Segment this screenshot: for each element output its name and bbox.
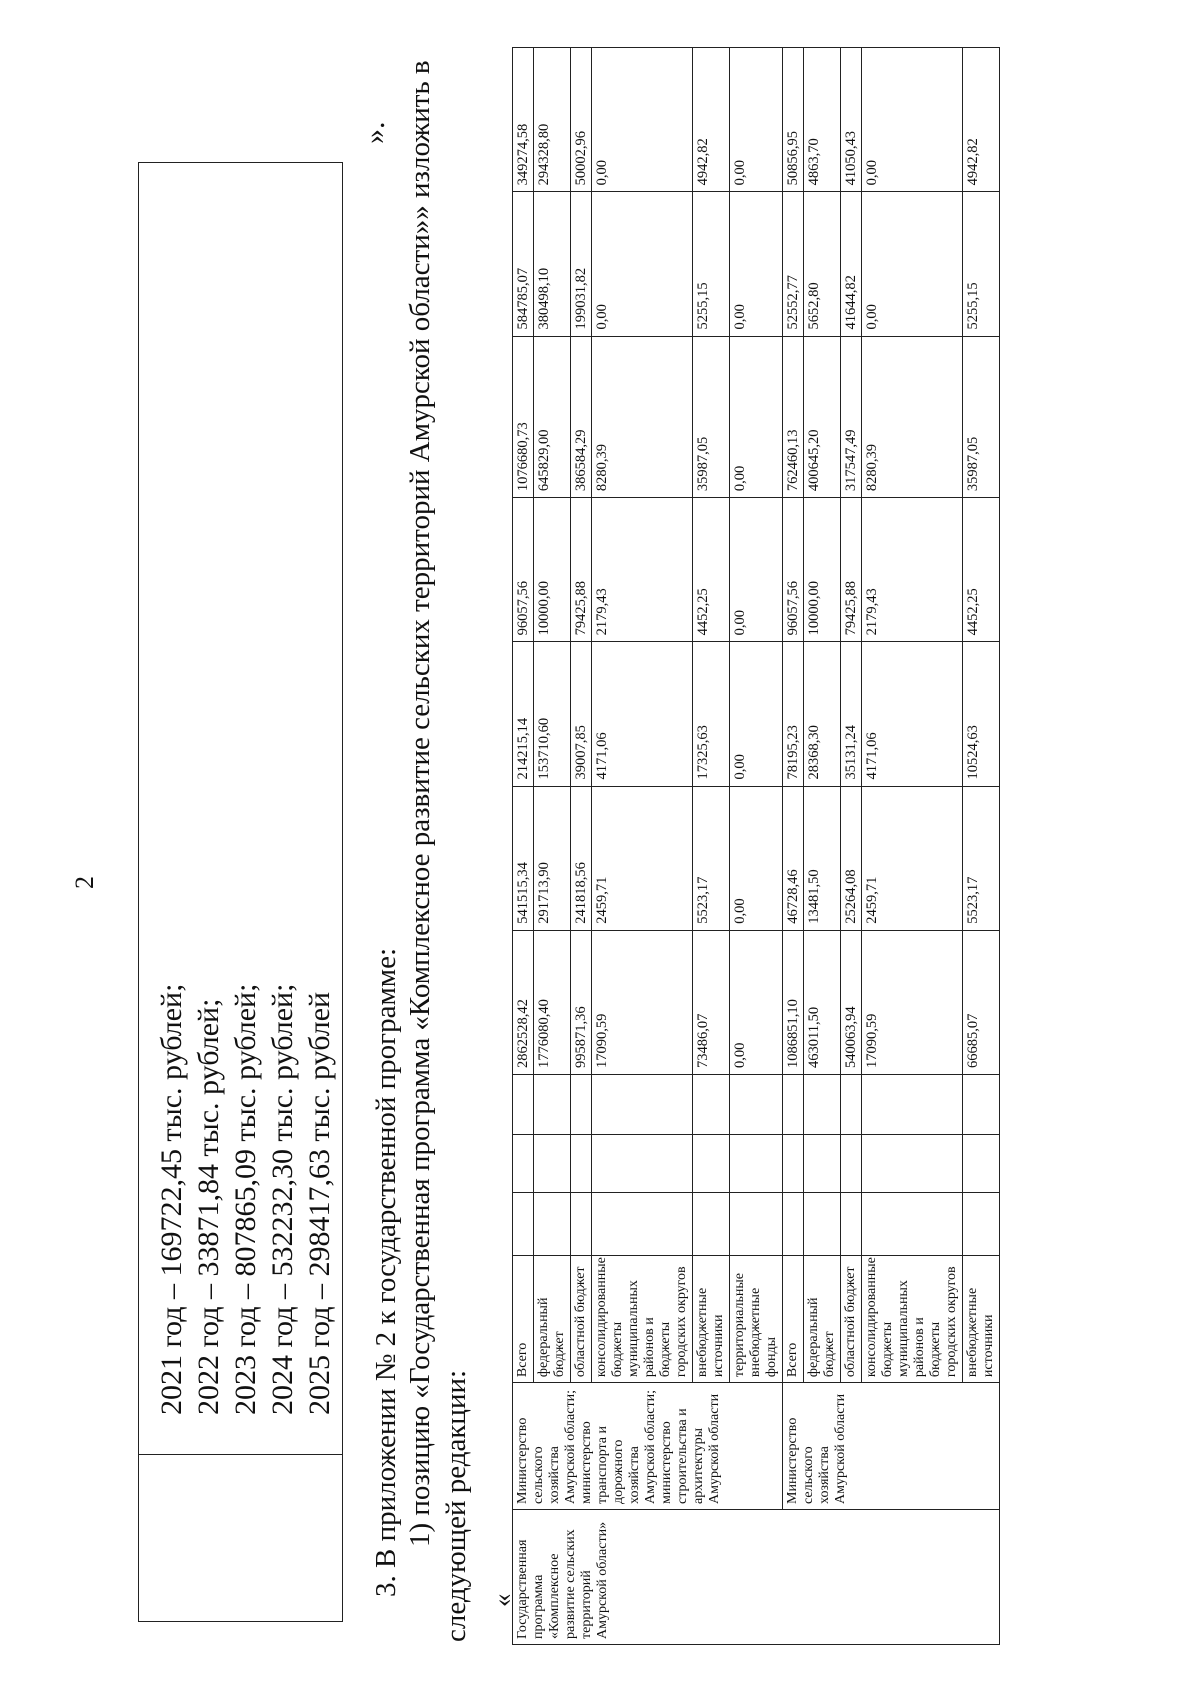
table-row [513, 48, 534, 1645]
value-cell: 25264,08 [841, 786, 862, 930]
value-cell: 17090,59 [592, 930, 693, 1074]
value-cell: 2179,43 [592, 498, 693, 642]
value-cell: 17325,63 [693, 642, 730, 786]
value-cell: 13481,50 [804, 786, 841, 930]
value-cell: 46728,46 [783, 786, 804, 930]
value-cell: 35987,05 [963, 336, 1000, 498]
source-cell: территориальные внебюджетные фонды [730, 1256, 783, 1383]
value-cell: 0,00 [862, 192, 963, 336]
value-cell: 2862528,42 [513, 930, 534, 1074]
executor-cell: Министерство сельского хозяйства Амурской области [783, 1383, 1000, 1510]
value-cell: 41050,43 [841, 48, 862, 192]
table-row [783, 48, 804, 1645]
value-cell: 2459,71 [592, 786, 693, 930]
source-cell: консолидированные бюджеты муниципальных районов и бюджеты городских округов [862, 1256, 963, 1383]
closing-quote: ». [358, 121, 391, 144]
value-cell: 0,00 [730, 498, 783, 642]
value-cell: 540063,94 [841, 930, 862, 1074]
value-cell: 0,00 [730, 192, 783, 336]
value-cell: 2179,43 [862, 498, 963, 642]
value-cell: 28368,30 [804, 642, 841, 786]
source-cell: Всего [783, 1256, 804, 1383]
value-cell: 0,00 [730, 786, 783, 930]
paragraph-item-1: 1) позицию «Государственная программа «Комплексное развитие сельских территорий Амурской области»» изложить в [404, 60, 436, 1547]
value-cell: 4942,82 [963, 48, 1000, 192]
value-cell: 0,00 [862, 48, 963, 192]
value-cell: 4452,25 [693, 498, 730, 642]
value-cell: 1776080,40 [534, 930, 571, 1074]
value-cell: 541515,34 [513, 786, 534, 930]
paragraph-item-1-cont: следующей редакции: [440, 1369, 472, 1642]
source-cell: областной бюджет [571, 1256, 592, 1383]
source-cell: внебюджетные источники [693, 1256, 730, 1383]
source-cell: областной бюджет [841, 1256, 862, 1383]
value-cell: 10000,00 [804, 498, 841, 642]
value-cell: 400645,20 [804, 336, 841, 498]
value-cell: 35987,05 [693, 336, 730, 498]
value-cell: 50856,95 [783, 48, 804, 192]
value-cell: 4171,06 [592, 642, 693, 786]
value-cell: 5652,80 [804, 192, 841, 336]
funding-years-list [153, 984, 338, 1415]
value-cell: 5255,15 [693, 192, 730, 336]
source-cell: консолидированные бюджеты муниципальных районов и бюджеты городских округов [592, 1256, 693, 1383]
source-cell: федеральный бюджет [804, 1256, 841, 1383]
value-cell: 995871,36 [571, 930, 592, 1074]
value-cell: 8280,39 [592, 336, 693, 498]
value-cell: 291713,90 [534, 786, 571, 930]
value-cell: 4452,25 [963, 498, 1000, 642]
value-cell: 39007,85 [571, 642, 592, 786]
funding-year-line: 2022 год – 33871,84 тыс. рублей; [192, 998, 225, 1415]
value-cell: 1086851,10 [783, 930, 804, 1074]
value-cell: 10000,00 [534, 498, 571, 642]
source-cell: федеральный бюджет [534, 1256, 571, 1383]
value-cell: 41644,82 [841, 192, 862, 336]
value-cell: 380498,10 [534, 192, 571, 336]
value-cell: 199031,82 [571, 192, 592, 336]
source-cell: Всего [513, 1256, 534, 1383]
executor-cell: Министерство сельского хозяйства Амурской области; министерство транспорта и дорожного хозяйства Амурской области; министерство строительства и архитектуры Амурской области [513, 1383, 783, 1510]
value-cell: 4171,06 [862, 642, 963, 786]
value-cell: 0,00 [730, 336, 783, 498]
value-cell: 1076680,73 [513, 336, 534, 498]
value-cell: 0,00 [730, 48, 783, 192]
paragraph-section-3: 3. В приложении № 2 к государственной программе: [370, 947, 402, 1597]
value-cell: 50002,96 [571, 48, 592, 192]
value-cell: 153710,60 [534, 642, 571, 786]
value-cell: 762460,13 [783, 336, 804, 498]
value-cell: 17090,59 [862, 930, 963, 1074]
value-cell: 79425,88 [571, 498, 592, 642]
value-cell: 35131,24 [841, 642, 862, 786]
value-cell: 0,00 [592, 48, 693, 192]
value-cell: 5523,17 [963, 786, 1000, 930]
funding-year-line: 2025 год – 298417,63 тыс. рублей [303, 991, 336, 1415]
value-cell: 2459,71 [862, 786, 963, 930]
value-cell: 294328,80 [534, 48, 571, 192]
program-name-cell: Государственная программа «Комплексное развитие сельских территорий Амурской области» [513, 1510, 1000, 1645]
value-cell: 584785,07 [513, 192, 534, 336]
value-cell: 8280,39 [862, 336, 963, 498]
value-cell: 52552,77 [783, 192, 804, 336]
value-cell: 317547,49 [841, 336, 862, 498]
value-cell: 349274,58 [513, 48, 534, 192]
value-cell: 0,00 [730, 642, 783, 786]
value-cell: 463011,50 [804, 930, 841, 1074]
value-cell: 5523,17 [693, 786, 730, 930]
value-cell: 645829,00 [534, 336, 571, 498]
value-cell: 66685,07 [963, 930, 1000, 1074]
value-cell: 4863,70 [804, 48, 841, 192]
value-cell: 10524,63 [963, 642, 1000, 786]
source-cell: внебюджетные источники [963, 1256, 1000, 1383]
program-funding-table [512, 47, 1000, 1645]
value-cell: 96057,56 [513, 498, 534, 642]
opening-quote: « [487, 1593, 517, 1607]
value-cell: 4942,82 [693, 48, 730, 192]
table-divider [139, 1454, 342, 1455]
value-cell: 73486,07 [693, 930, 730, 1074]
value-cell: 79425,88 [841, 498, 862, 642]
value-cell: 96057,56 [783, 498, 804, 642]
funding-years-table [138, 162, 343, 1622]
value-cell: 214215,14 [513, 642, 534, 786]
funding-year-line: 2023 год – 807865,09 тыс. рублей; [229, 983, 262, 1415]
value-cell: 0,00 [592, 192, 693, 336]
value-cell: 0,00 [730, 930, 783, 1074]
value-cell: 241818,56 [571, 786, 592, 930]
value-cell: 386584,29 [571, 336, 592, 498]
page-number: 2 [70, 876, 99, 889]
value-cell: 78195,23 [783, 642, 804, 786]
funding-year-line: 2024 год – 532232,30 тыс. рублей; [266, 983, 299, 1415]
funding-year-line: 2021 год – 169722,45 тыс. рублей; [155, 983, 188, 1415]
value-cell: 5255,15 [963, 192, 1000, 336]
